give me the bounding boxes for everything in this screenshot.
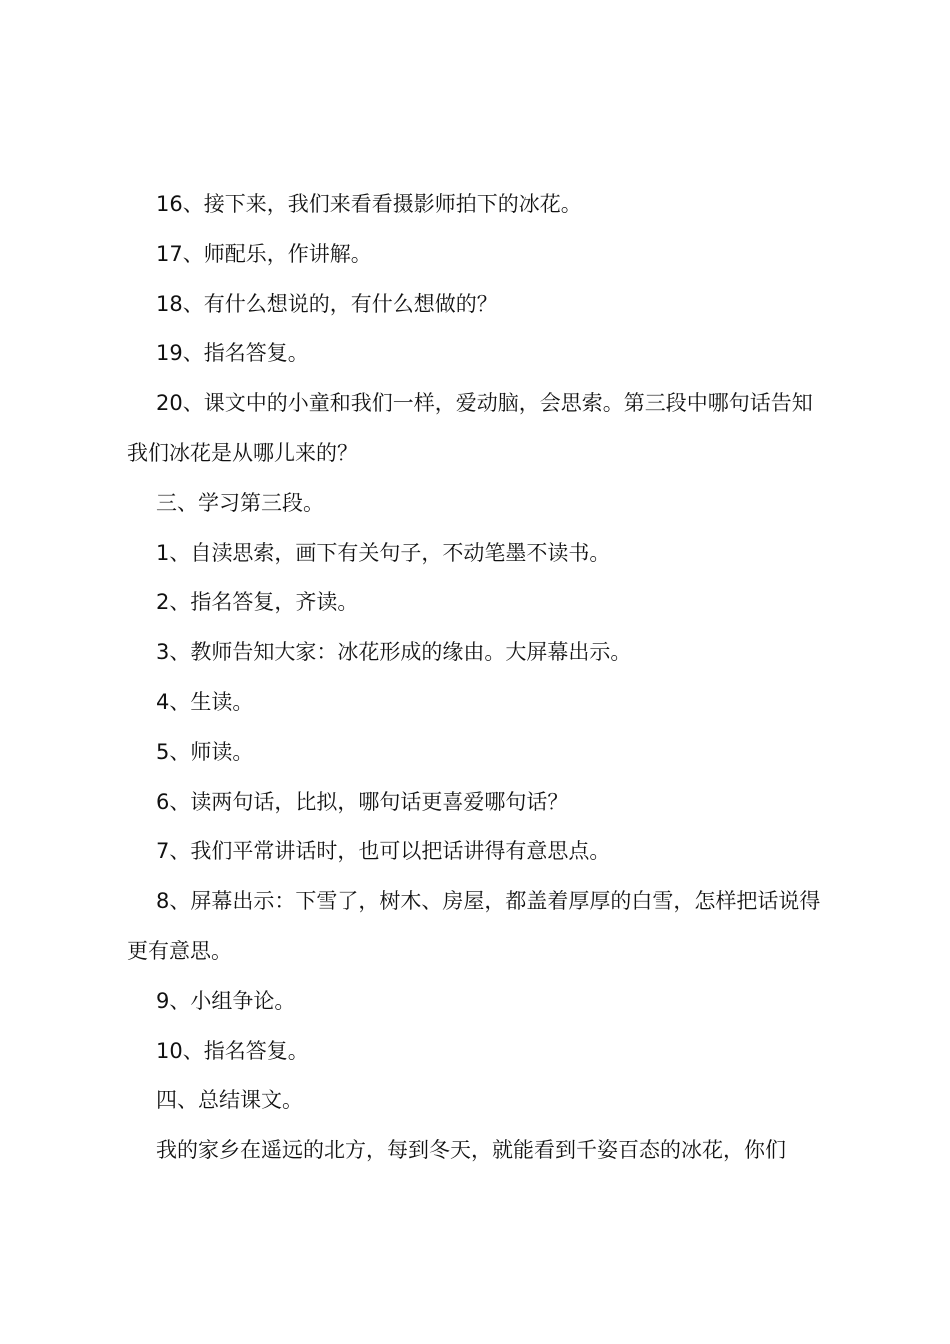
paragraph: 17、师配乐，作讲解。 bbox=[156, 241, 372, 266]
paragraph: 20、课文中的小童和我们一样，爱动脑，会思索。第三段中哪句话告知我们冰花是从哪儿来的？ bbox=[127, 391, 813, 465]
paragraph: 4、生读。 bbox=[156, 689, 254, 714]
paragraph: 2、指名答复，齐读。 bbox=[156, 590, 359, 615]
paragraph: 5、师读。 bbox=[156, 739, 254, 764]
paragraph: 10、指名答复。 bbox=[156, 1038, 309, 1063]
paragraph: 6、读两句话，比拟，哪句话更喜爱哪句话？ bbox=[156, 789, 569, 814]
section-heading: 四、总结课文。 bbox=[156, 1088, 303, 1113]
paragraph: 18、有什么想说的，有什么想做的？ bbox=[156, 291, 498, 316]
paragraph: 9、小组争论。 bbox=[156, 988, 296, 1013]
paragraph: 7、我们平常讲话时，也可以把话讲得有意思点。 bbox=[156, 839, 611, 864]
document-body bbox=[127, 180, 833, 1176]
paragraph: 19、指名答复。 bbox=[156, 341, 309, 366]
paragraph: 3、教师告知大家：冰花形成的缘由。大屏幕出示。 bbox=[156, 640, 632, 665]
section-heading: 三、学习第三段。 bbox=[156, 490, 324, 515]
paragraph: 8、屏幕出示：下雪了，树木、房屋，都盖着厚厚的白雪，怎样把话说得更有意思。 bbox=[127, 889, 821, 963]
paragraph: 我的家乡在遥远的北方，每到冬天，就能看到千姿百态的冰花，你们 bbox=[156, 1138, 786, 1163]
paragraph: 1、自渎思索，画下有关句子，不动笔墨不读书。 bbox=[156, 540, 611, 565]
paragraph: 16、接下来，我们来看看摄影师拍下的冰花。 bbox=[156, 192, 582, 216]
